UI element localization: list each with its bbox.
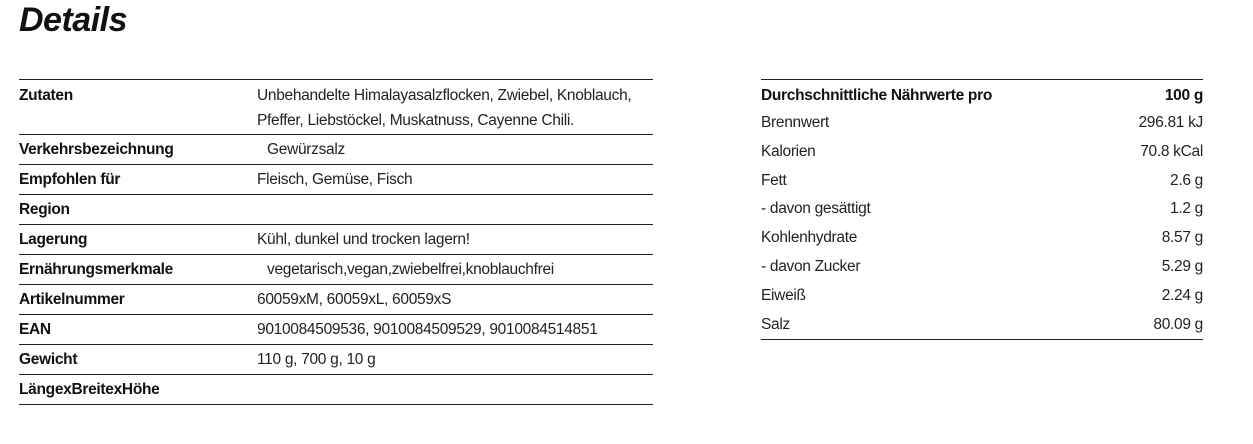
nutrition-row (761, 282, 1203, 311)
details-value: Fleisch, Gemüse, Fisch (257, 171, 413, 188)
nutrition-value: 2.24 g (1161, 286, 1203, 304)
nutrition-label: Fett (761, 171, 787, 189)
details-value (257, 375, 653, 405)
details-value: Gewürzsalz (267, 141, 345, 158)
details-value: 9010084509536, 9010084509529, 9010084514851 (257, 321, 598, 338)
nutrition-label: - davon Zucker (761, 257, 861, 275)
nutrition-label: Kohlenhydrate (761, 229, 858, 247)
details-row-ean (19, 315, 653, 345)
details-value: 110 g, 700 g, 10 g (257, 351, 376, 368)
details-row-gewicht (19, 345, 653, 375)
nutrition-label: Salz (761, 315, 790, 333)
details-row-lagerung (19, 225, 653, 255)
nutrition-row (761, 224, 1203, 253)
nutrition-row (761, 109, 1203, 138)
nutrition-label: Kalorien (761, 142, 816, 160)
details-label: Ernährungsmerkmale (19, 261, 173, 278)
details-row-artikelnummer (19, 285, 653, 315)
nutrition-label: Eiweiß (761, 286, 806, 304)
nutrition-value: 80.09 g (1153, 315, 1203, 333)
details-label: Lagerung (19, 231, 88, 248)
details-label: Region (19, 201, 70, 218)
details-value: vegetarisch,vegan,zwiebelfrei,knoblauchfrei (267, 261, 554, 278)
details-value: 60059xM, 60059xL, 60059xS (257, 291, 452, 308)
nutrition-row (761, 311, 1203, 340)
details-table (19, 79, 653, 405)
nutrition-table (761, 79, 1203, 340)
details-label: Empfohlen für (19, 171, 121, 188)
nutrition-header-row (761, 80, 1203, 110)
nutrition-value: 2.6 g (1170, 171, 1203, 189)
details-row-empfohlen-fuer (19, 165, 653, 195)
nutrition-row (761, 167, 1203, 196)
details-label: LängexBreitexHöhe (19, 381, 160, 398)
details-value (257, 195, 653, 225)
nutrition-value: 8.57 g (1161, 229, 1203, 247)
nutrition-value: 296.81 kJ (1138, 114, 1203, 131)
details-row-zutaten (19, 80, 653, 135)
details-label: Verkehrsbezeichnung (19, 141, 174, 158)
page-title: Details (19, 1, 127, 39)
nutrition-value: 1.2 g (1170, 200, 1203, 218)
details-label: Gewicht (19, 351, 78, 368)
details-label: EAN (19, 321, 51, 338)
details-row-verkehrsbezeichnung (19, 135, 653, 165)
details-row-ernaehrungsmerkmale (19, 255, 653, 285)
details-label: Artikelnummer (19, 291, 125, 308)
nutrition-row (761, 195, 1203, 224)
details-value: Kühl, dunkel und trocken lagern! (257, 231, 470, 248)
nutrition-value: 70.8 kCal (1140, 142, 1203, 160)
nutrition-header-label: Durchschnittliche Nährwerte pro (761, 87, 992, 104)
nutrition-row (761, 253, 1203, 282)
details-label: Zutaten (19, 87, 73, 104)
details-value: Unbehandelte Himalayasalzflocken, Zwiebel, Knoblauch, Pfeffer, Liebstöckel, Muskatnuss, Cayenne Chili. (257, 87, 632, 129)
nutrition-label: - davon gesättigt (761, 200, 871, 218)
nutrition-value: 5.29 g (1161, 257, 1203, 275)
nutrition-row (761, 138, 1203, 167)
details-row-region (19, 195, 653, 225)
nutrition-header-value: 100 g (1164, 87, 1203, 104)
nutrition-label: Brennwert (761, 114, 829, 131)
details-row-dimensions (19, 375, 653, 405)
